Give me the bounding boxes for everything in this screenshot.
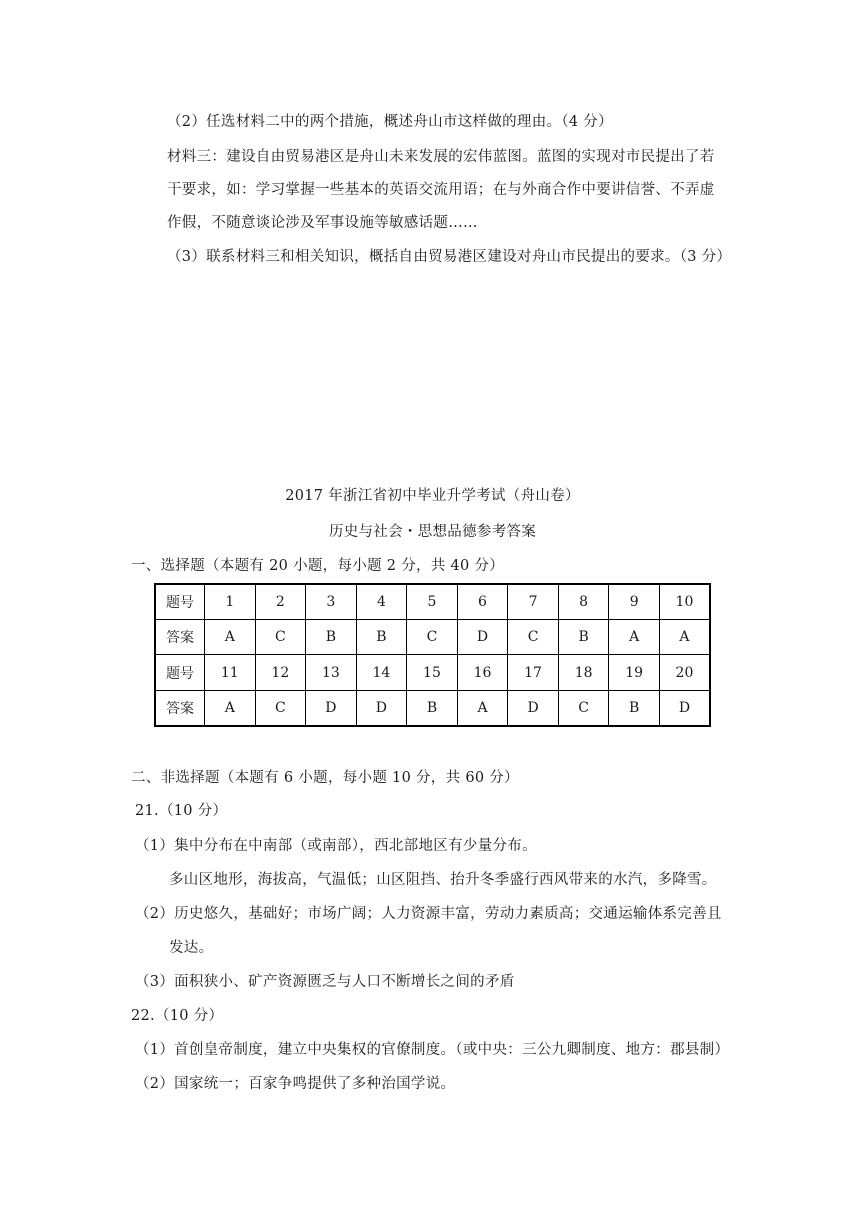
answer-table-row <box>155 655 710 690</box>
answer-cell: D <box>306 690 357 726</box>
answer-cell: 2 <box>255 584 306 620</box>
q21-answer-3: （3）面积狭小、矿产资源匮乏与人口不断增长之间的矛盾 <box>135 974 515 990</box>
answer-cell: C <box>508 620 559 655</box>
answer-cell: B <box>356 620 407 655</box>
answer-cell: A <box>609 620 660 655</box>
answer-table-row <box>155 584 710 620</box>
answer-cell: D <box>659 690 710 726</box>
answer-cell: A <box>457 690 508 726</box>
answer-table-row <box>155 690 710 726</box>
section-1-heading: 一、选择题（本题有 20 小题，每小题 2 分，共 40 分） <box>131 558 505 574</box>
answer-cell: 14 <box>356 655 407 690</box>
section-2-heading: 二、非选择题（本题有 6 小题，每小题 10 分，共 60 分） <box>131 770 519 786</box>
answer-cell: D <box>356 690 407 726</box>
answer-cell: 3 <box>306 584 357 620</box>
answer-cell: 5 <box>407 584 458 620</box>
row-header-cell: 答案 <box>155 620 205 655</box>
answer-cell: D <box>508 690 559 726</box>
question-3: （3）联系材料三和相关知识，概括自由贸易港区建设对舟山市民提出的要求。（3 分） <box>167 249 732 265</box>
answer-cell: 7 <box>508 584 559 620</box>
answer-cell: A <box>205 690 256 726</box>
answer-cell: A <box>659 620 710 655</box>
material-3-line-3: 作假，不随意谈论涉及军事设施等敏感话题…… <box>167 215 478 231</box>
answer-cell: B <box>306 620 357 655</box>
answer-cell: C <box>255 690 306 726</box>
answer-cell: 11 <box>205 655 256 690</box>
answer-cell: 1 <box>205 584 256 620</box>
answer-cell: 15 <box>407 655 458 690</box>
question-2: （2）任选材料二中的两个措施，概述舟山市这样做的理由。（4 分） <box>167 114 613 130</box>
row-header-cell: 题号 <box>155 584 205 620</box>
answer-cell: 4 <box>356 584 407 620</box>
answer-cell: D <box>457 620 508 655</box>
q22-heading: 22.（10 分） <box>131 1008 224 1024</box>
q21-answer-2b: 发达。 <box>169 940 214 956</box>
answer-cell: 9 <box>609 584 660 620</box>
q22-answer-2: （2）国家统一；百家争鸣提供了多种治国学说。 <box>135 1076 456 1092</box>
answer-cell: C <box>407 620 458 655</box>
q21-answer-1: （1）集中分布在中南部（或南部），西北部地区有少量分布。 <box>135 838 537 854</box>
q22-answer-1: （1）首创皇帝制度，建立中央集权的官僚制度。（或中央：三公九卿制度、地方：郡县制） <box>135 1042 730 1058</box>
answer-cell: B <box>407 690 458 726</box>
row-header-cell: 答案 <box>155 690 205 726</box>
answer-cell: 16 <box>457 655 508 690</box>
answer-cell: 20 <box>659 655 710 690</box>
answer-cell: 17 <box>508 655 559 690</box>
row-header-cell: 题号 <box>155 655 205 690</box>
answer-cell: 8 <box>558 584 609 620</box>
answer-cell: B <box>558 620 609 655</box>
answer-cell: 18 <box>558 655 609 690</box>
q21-answer-1b: 多山区地形，海拔高，气温低；山区阻挡、抬升冬季盛行西风带来的水汽，多降雪。 <box>169 872 717 888</box>
material-3-line-1: 材料三：建设自由贸易港区是舟山未来发展的宏伟蓝图。蓝图的实现对市民提出了若 <box>167 149 715 165</box>
answer-cell: C <box>558 690 609 726</box>
answer-cell: 6 <box>457 584 508 620</box>
answer-cell: 12 <box>255 655 306 690</box>
answer-cell: 10 <box>659 584 710 620</box>
answer-cell: 13 <box>306 655 357 690</box>
answer-cell: B <box>609 690 660 726</box>
answer-cell: A <box>205 620 256 655</box>
q21-answer-2: （2）历史悠久，基础好；市场广阔；人力资源丰富，劳动力素质高；交通运输体系完善且 <box>135 906 722 922</box>
answer-table <box>154 583 711 727</box>
answer-cell: C <box>255 620 306 655</box>
answer-cell: 19 <box>609 655 660 690</box>
answer-title: 2017 年浙江省初中毕业升学考试（舟山卷） <box>285 488 580 504</box>
answer-table-row <box>155 620 710 655</box>
answer-subtitle: 历史与社会・思想品德参考答案 <box>328 524 537 540</box>
material-3-line-2: 干要求，如：学习掌握一些基本的英语交流用语；在与外商合作中要讲信誉、不弄虚 <box>167 182 715 198</box>
q21-heading: 21.（10 分） <box>135 803 228 819</box>
